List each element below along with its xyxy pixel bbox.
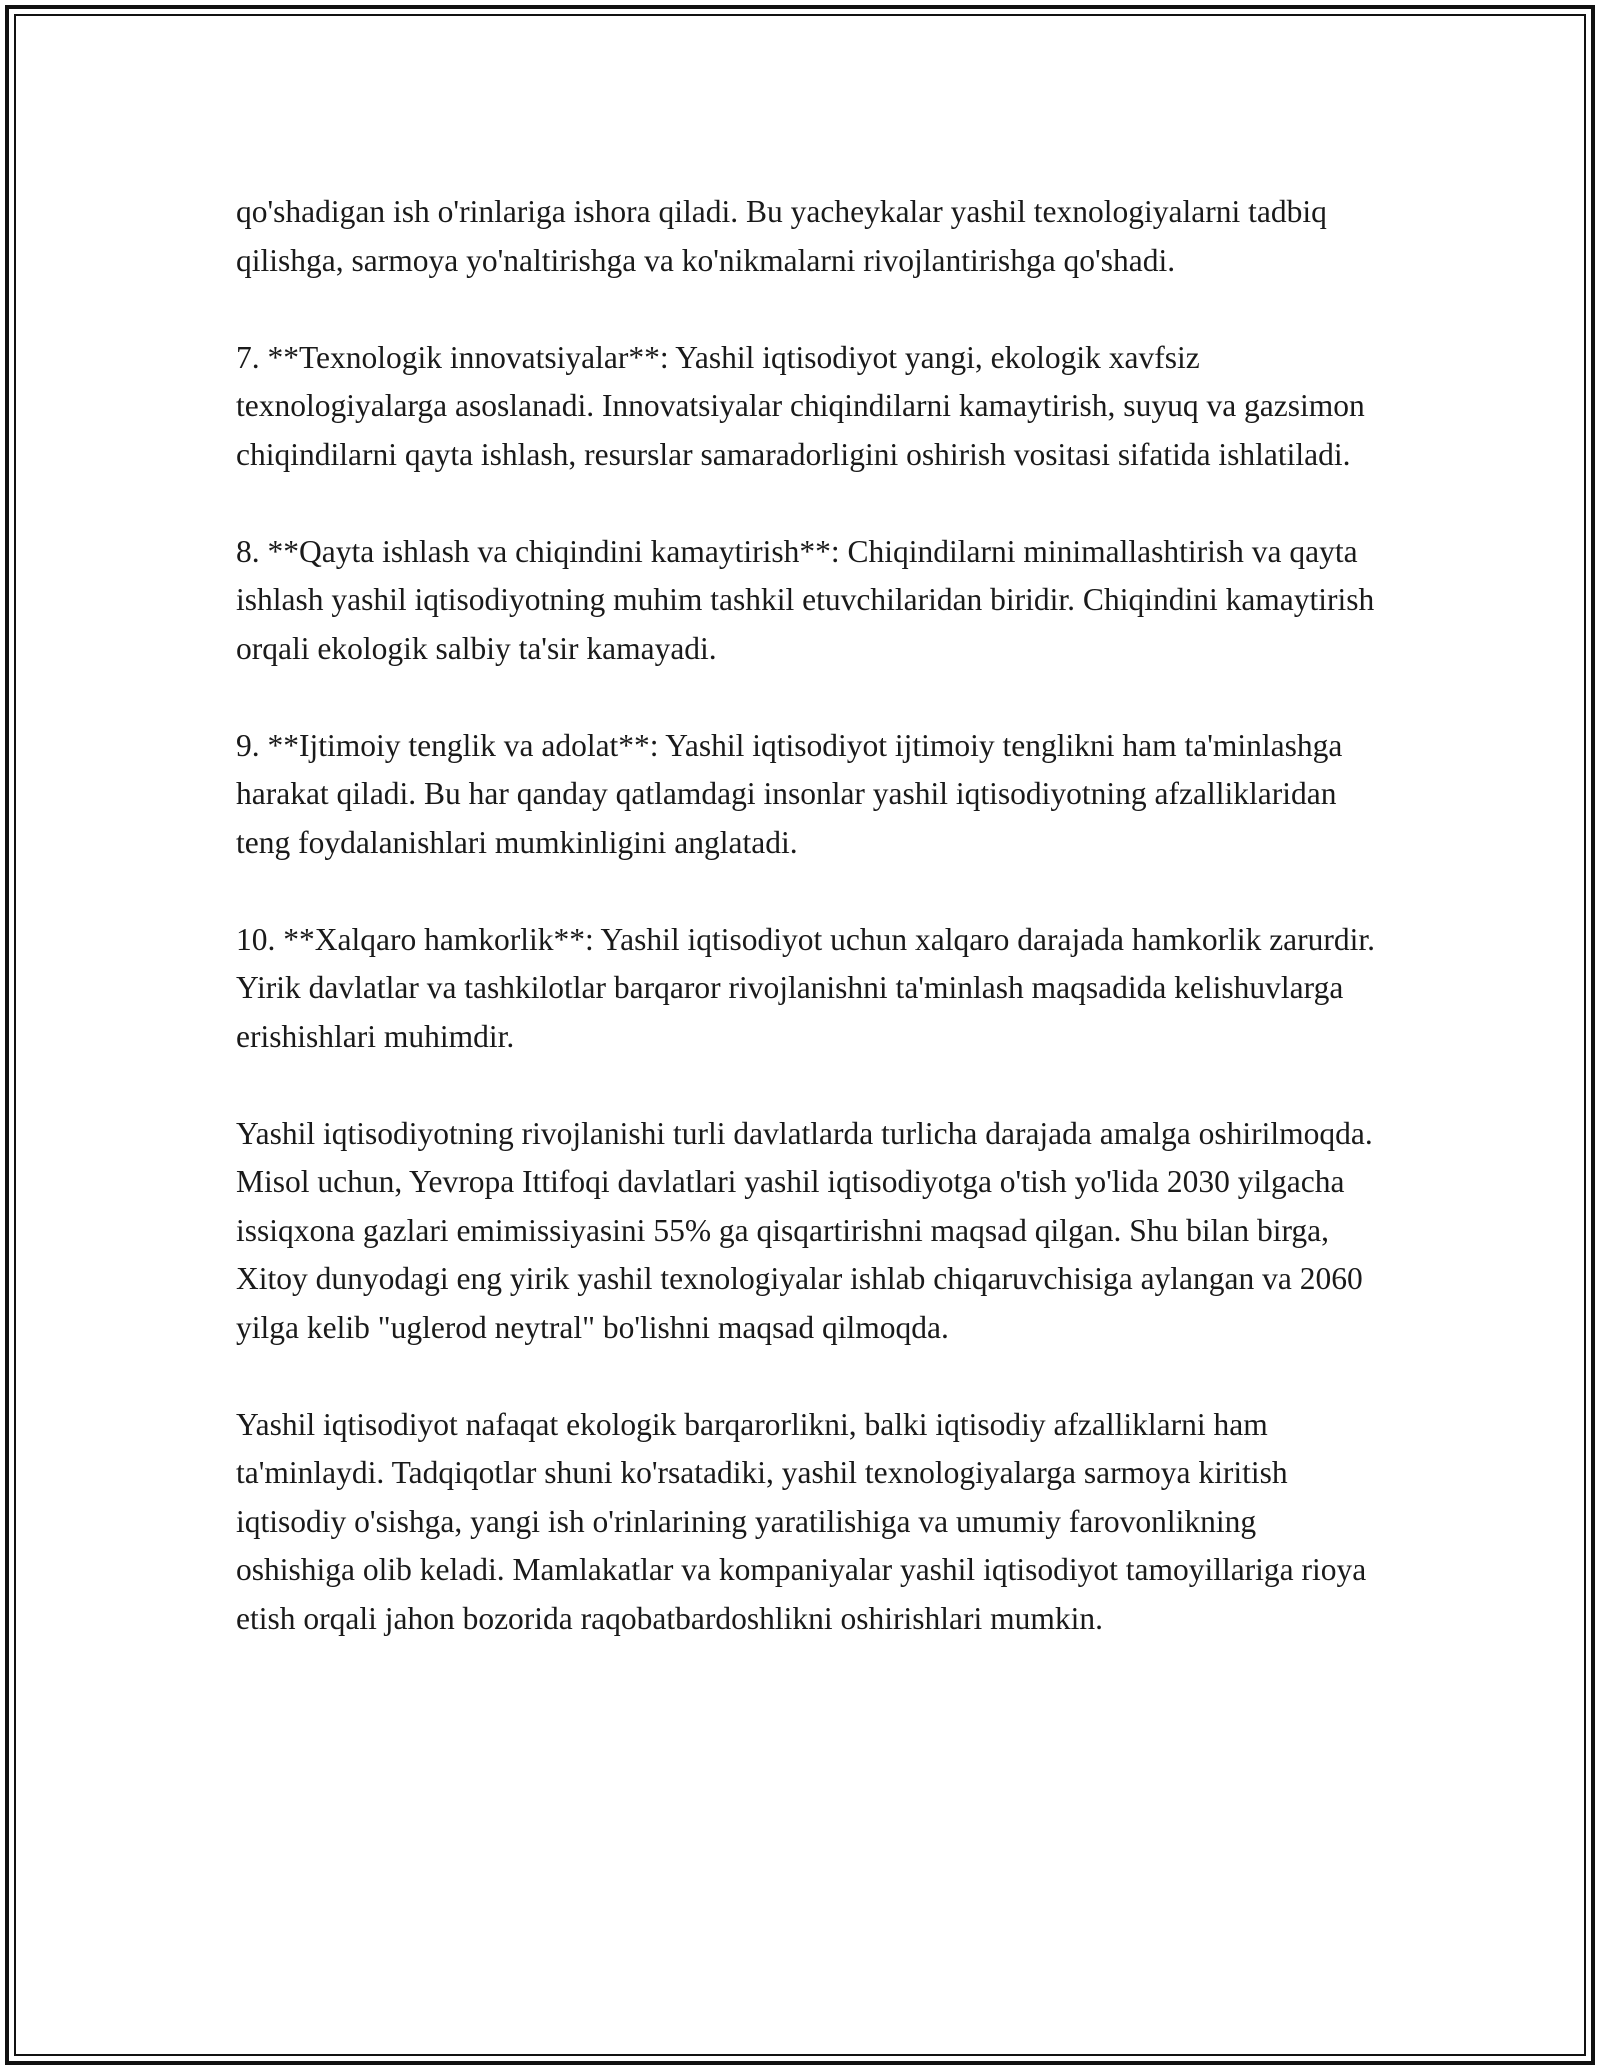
paragraph-benefits: Yashil iqtisodiyot nafaqat ekologik barqarorlikni, balki iqtisodiy afzalliklarni ham ta'minlaydi. Tadqiqotlar shuni ko'rsatadiki, yashil texnologiyalarga sarmoya kiritish iqtisodiy o'sishga, yangi ish o'rinlarining yaratilishiga va umumiy farovonlikning oshishiga olib keladi. Mamlakatlar va kompaniyalar yashil iqtisodiyot tamoyillariga rioya etish orqali jahon bozorida raqobatbardoshlikni oshirishlari mumkin.	[236, 1406, 1367, 1636]
paragraph-item-10: 10. **Xalqaro hamkorlik**: Yashil iqtisodiyot uchun xalqaro darajada hamkorlik zarurdir. Yirik davlatlar va tashkilotlar barqaror rivojlanishni ta'minlash maqsadida kelishuvlarga erishishlari muhimdir.	[236, 921, 1376, 1054]
paragraph-continuation: qo'shadigan ish o'rinlariga ishora qiladi. Bu yacheykalar yashil texnologiyalarni tadbiq qilishga, sarmoya yo'naltirishga va ko'nikmalarni rivojlantirishga qo'shadi.	[236, 194, 1327, 278]
document-body	[236, 188, 1376, 1643]
paragraph-development: Yashil iqtisodiyotning rivojlanishi turli davlatlarda turlicha darajada amalga oshirilmoqda. Misol uchun, Yevropa Ittifoqi davlatlari yashil iqtisodiyotga o'tish yo'lida 2030 yilgacha issiqxona gazlari emimissiyasini 55% ga qisqartirishni maqsad qilgan. Shu bilan birga, Xitoy dunyodagi eng yirik yashil texnologiyalar ishlab chiqaruvchisiga aylangan va 2060 yilga kelib "uglerod neytral" bo'lishni maqsad qilmoqda.	[236, 1115, 1373, 1345]
paragraph-item-8: 8. **Qayta ishlash va chiqindini kamaytirish**: Chiqindilarni minimallashtirish va qayta ishlash yashil iqtisodiyotning muhim tashkil etuvchilaridan biridir. Chiqindini kamaytirish orqali ekologik salbiy ta'sir kamayadi.	[236, 533, 1375, 666]
paragraph-item-7: 7. **Texnologik innovatsiyalar**: Yashil iqtisodiyot yangi, ekologik xavfsiz texnologiyalarga asoslanadi. Innovatsiyalar chiqindilarni kamaytirish, suyuq va gazsimon chiqindilarni qayta ishlash, resurslar samaradorligini oshirish vositasi sifatida ishlatiladi.	[236, 339, 1365, 472]
paragraph-item-9: 9. **Ijtimoiy tenglik va adolat**: Yashil iqtisodiyot ijtimoiy tenglikni ham ta'minlashga harakat qiladi. Bu har qanday qatlamdagi insonlar yashil iqtisodiyotning afzalliklaridan teng foydalanishlari mumkinligini anglatadi.	[236, 727, 1343, 860]
